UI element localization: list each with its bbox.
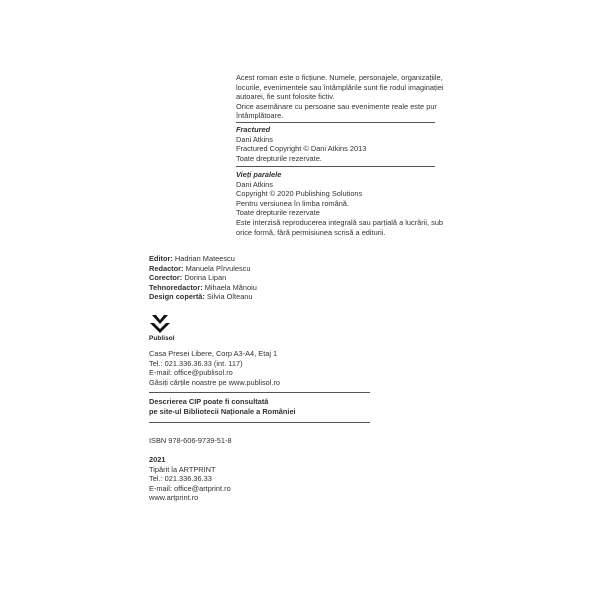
romanian-line: Este interzisă reproducerea integrală sau parțială a lucrării, sub: [236, 217, 444, 227]
romanian-line: orice formă, fără permisiunea scrisă a editurii.: [236, 227, 386, 237]
romanian-line: Pentru versiunea în limba română.: [236, 198, 349, 208]
publisher-line: Casa Presei Libere, Corp A3-A4, Etaj 1: [149, 349, 278, 358]
printing-line: www.artprint.ro: [149, 493, 199, 503]
original-title: Fractured: [236, 125, 271, 134]
romanian-title: Vieți paralele: [236, 170, 282, 179]
cip-line: pe site-ul Bibliotecii Naționale a României: [149, 406, 296, 416]
romanian-line: Copyright © 2020 Publishing Solutions: [236, 189, 363, 199]
printing-block: [149, 455, 231, 503]
divider: [149, 392, 370, 393]
credit-corector: Corector: Dorina Lipan: [149, 273, 227, 283]
publisher-line: Găsiți cărțile noastre pe www.publisol.ro: [149, 377, 281, 387]
disclaimer-line: autoarei, fie sunt folosite fictiv.: [236, 92, 335, 102]
credit-tehnoredactor: Tehnoredactor: Mihaela Mănoiu: [149, 282, 257, 292]
publisher-block: [149, 349, 280, 387]
disclaimer-line: locurile, evenimentele sau întâmplările sunt fie rodul imaginației: [236, 82, 444, 92]
romanian-edition-block: [236, 170, 443, 237]
logo-text: Publisol: [149, 335, 175, 342]
credit-redactor: Redactor: Manuela Pîrvulescu: [149, 263, 251, 273]
romanian-line: Toate drepturile rezervate: [236, 208, 320, 218]
divider: [236, 122, 435, 123]
publisher-line: Tel.: 021.336.36.33 (int. 117): [149, 358, 243, 368]
publisol-logo: [149, 314, 173, 342]
credit-editor: Editor: Hadrian Mateescu: [149, 254, 235, 263]
divider: [149, 422, 370, 423]
credits-block: [149, 254, 257, 302]
romanian-line: Dani Atkins: [236, 179, 273, 189]
original-line: Dani Atkins: [236, 134, 273, 144]
divider: [236, 166, 435, 167]
credit-design: Design copertă: Silvia Olteanu: [149, 292, 253, 302]
cip-line: Descrierea CIP poate fi consultată: [149, 397, 269, 406]
printing-line: E-mail: office@artprint.ro: [149, 483, 231, 493]
isbn: ISBN 978-606-9739-51-8: [149, 436, 232, 445]
original-line: Toate drepturile rezervate.: [236, 153, 322, 163]
disclaimer-line: Acest roman este o ficțiune. Numele, personajele, organizațiile,: [236, 73, 443, 82]
publisol-book-icon: [149, 314, 171, 334]
original-edition-block: [236, 125, 366, 163]
disclaimer-block: [236, 73, 443, 121]
printing-year: 2021: [149, 455, 166, 464]
disclaimer-line: Orice asemănare cu persoane sau evenimente reale este pur: [236, 101, 437, 111]
publisher-line: E-mail: office@publisol.ro: [149, 368, 233, 378]
original-line: Fractured Copyright © Dani Atkins 2013: [236, 144, 367, 154]
printing-line: Tipărit la ARTPRINT: [149, 464, 216, 474]
printing-line: Tel.: 021.336.36.33: [149, 474, 212, 484]
disclaimer-line: întâmplătoare.: [236, 111, 284, 121]
cip-block: [149, 397, 296, 416]
